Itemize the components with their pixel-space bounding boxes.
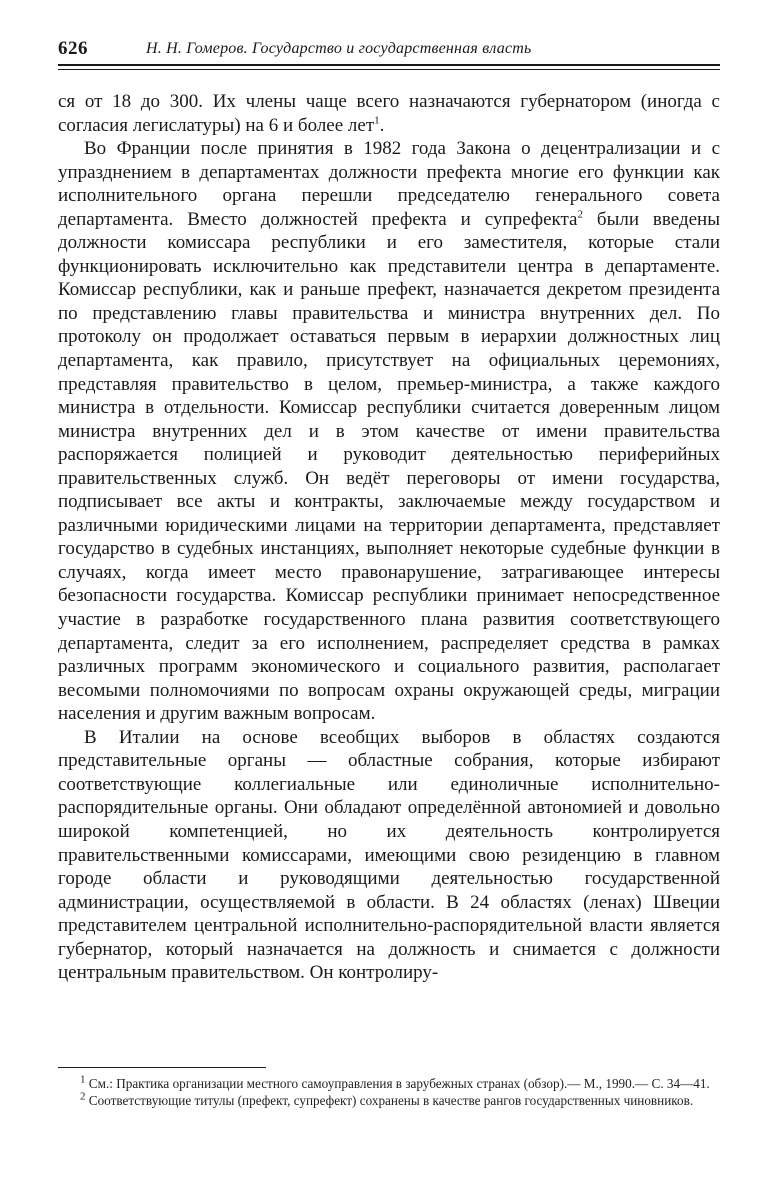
footnote-mark-1: 1 bbox=[80, 1073, 86, 1086]
footnote-1-text: См.: Практика организации местного самоуправления в зарубежных странах (обзор).— М., 1990.— С. 34—41. bbox=[85, 1076, 710, 1091]
footnote-2 bbox=[58, 1092, 720, 1109]
paragraph-france bbox=[58, 137, 720, 726]
footnote-ref-2: 2 bbox=[577, 208, 583, 221]
footnotes bbox=[58, 1075, 720, 1109]
footnote-1 bbox=[58, 1075, 720, 1092]
header-rule-thin bbox=[58, 69, 720, 70]
footnote-separator bbox=[58, 1067, 266, 1068]
running-head: Н. Н. Гомеров. Государство и государственная власть bbox=[146, 40, 532, 57]
footnote-ref-1: 1 bbox=[374, 114, 380, 127]
paragraph-1-end: . bbox=[379, 114, 385, 136]
book-page bbox=[58, 34, 720, 1108]
header-rule-thick bbox=[58, 64, 720, 66]
paragraph-2-text-b: были введены должности комиссара республики и его заместителя, которые стали функционировать исключительно как представители центра в департаменте. Комиссар республики, как и раньше префект, назначается декретом президента по представлению главы правительства и министра внутренних дел. По протоколу он продолжает оставаться первым в иерархии должностных лиц департамента, как правило, присутствует на официальных церемониях, представляя правительство в целом, премьер-министра, а также каждого министра в отдельности. Комиссар республики считается доверенным лицом министра внутренних дел и в этом качестве от имени правительства распоряжается полицией и руководит деятельностью периферийных правительственных служб. Он ведёт переговоры от имени государства, подписывает все акты и контракты, заключаемые между государством и различными юридическими лицами на территории департамента, представляет государство в судебных инстанциях, выполняет некоторые судебные функции в случаях, когда имеет место правонарушение, затрагивающее интересы безопасности государства. Комиссар республики принимает непосредственное участие в разработке государственного плана развития соответствующего департамента, следит за его исполнением, распределяет средства в рамках различных программ экономического и социального развития, располагает весомыми полномочиями по вопросам охраны окружающей среды, миграции населения и другим важным вопросам. bbox=[58, 208, 720, 725]
paragraph-continuation bbox=[58, 90, 720, 137]
footnote-mark-2: 2 bbox=[80, 1090, 86, 1103]
footnote-2-text: Соответствующие титулы (префект, супрефект) сохранены в качестве рангов государственных чиновников. bbox=[85, 1093, 694, 1108]
page-header bbox=[58, 34, 720, 64]
paragraph-1-text: ся от 18 до 300. Их члены чаще всего назначаются губернатором (иногда с согласия легислатуры) на 6 и более лет bbox=[58, 91, 720, 136]
paragraph-italy bbox=[58, 726, 720, 985]
paragraph-2-text-a: Во Франции после принятия в 1982 года Закона о децентрализации и с упразднением в департаментах должности префекта многие его функции как исполнительного органа перешли председателю генерального совета департамента. Вместо должностей префекта и супрефекта bbox=[58, 138, 720, 230]
page-number: 626 bbox=[58, 38, 88, 59]
paragraph-3-text: В Италии на основе всеобщих выборов в областях создаются представительные органы — областные собрания, которые избирают соответствующие коллегиальные или единоличные исполнительно-распорядительные органы. Они обладают определённой автономией и довольно широкой компетенцией, но их деятельность контролируется правительственными комиссарами, имеющими свою резиденцию в главном городе области и руководящими деятельностью государственной администрации, осуществляемой в области. В 24 областях (ленах) Швеции представителем центральной исполнительно-распорядительной власти является губернатор, который назначается на должность и снимается с должности центральным правительством. Он контролиру- bbox=[58, 726, 720, 984]
main-text bbox=[58, 90, 720, 985]
